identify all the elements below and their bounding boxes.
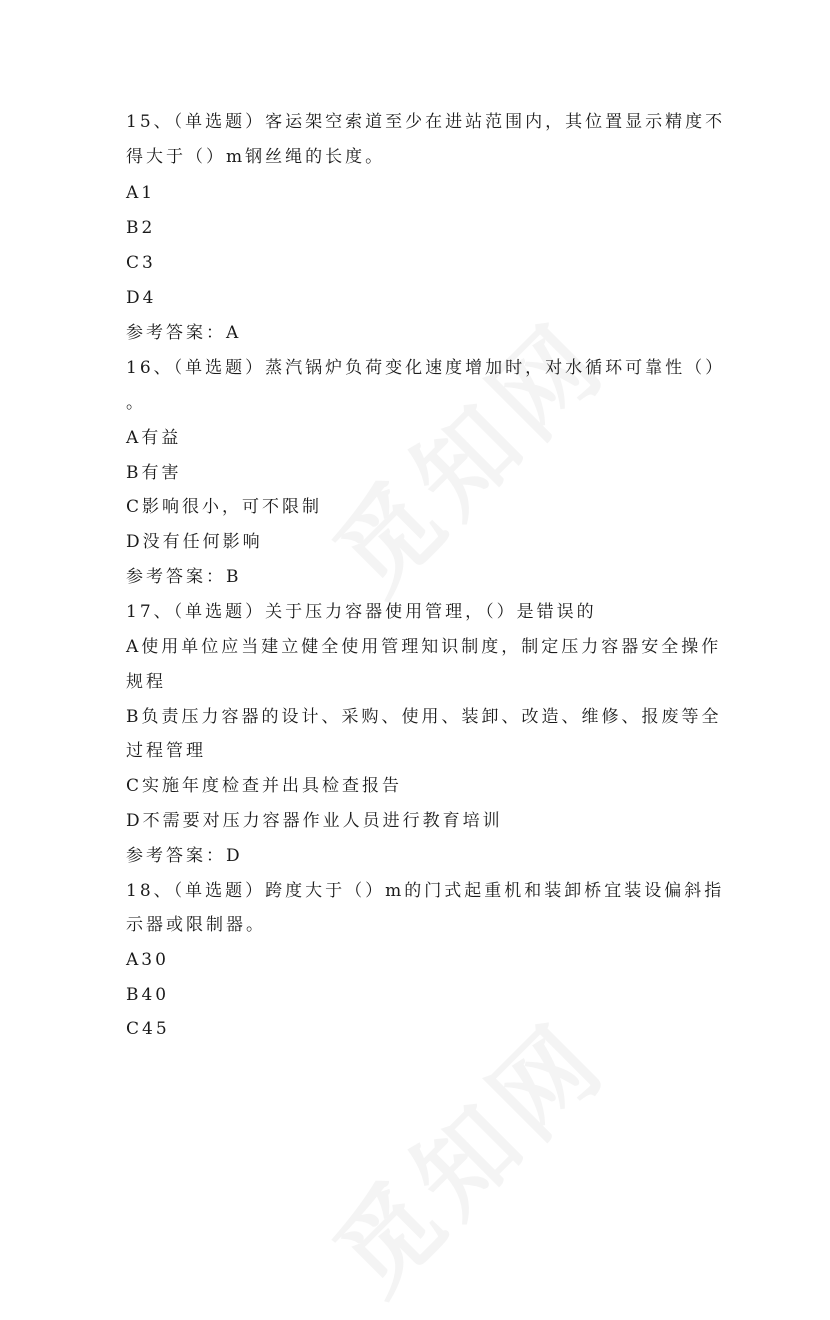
q15-answer: 参考答案：A xyxy=(126,323,242,343)
q15-option-c: C3 xyxy=(126,253,156,273)
q16-option-b: B有害 xyxy=(126,463,182,483)
q16-option-d: D没有任何影响 xyxy=(126,532,263,552)
q17-answer: 参考答案：D xyxy=(126,846,243,866)
q16-stem-line-1: 16、（单选题）蒸汽锅炉负荷变化速度增加时，对水循环可靠性（） xyxy=(126,358,726,378)
q17-option-a-line-1: A使用单位应当建立健全使用管理知识制度，制定压力容器安全操作 xyxy=(126,637,722,657)
q17-option-a-line-2: 规程 xyxy=(126,672,166,692)
q15-stem-line-2: 得大于（）m钢丝绳的长度。 xyxy=(126,147,386,167)
q17-option-b-line-1: B负责压力容器的设计、采购、使用、装卸、改造、维修、报废等全 xyxy=(126,707,722,727)
q16-option-a: A有益 xyxy=(126,428,182,448)
q16-stem-line-2: 。 xyxy=(126,393,146,413)
q15-option-d: D4 xyxy=(126,288,157,308)
q16-answer: 参考答案：B xyxy=(126,567,242,587)
q16-option-c: C影响很小，可不限制 xyxy=(126,497,323,517)
q17-option-c: C实施年度检查并出具检查报告 xyxy=(126,776,403,796)
q15-option-a: A1 xyxy=(126,183,156,203)
q17-option-b-line-2: 过程管理 xyxy=(126,741,206,761)
q18-stem-line-1: 18、（单选题）跨度大于（）m的门式起重机和装卸桥宜装设偏斜指 xyxy=(126,881,725,901)
q17-option-d: D不需要对压力容器作业人员进行教育培训 xyxy=(126,811,503,831)
q15-stem-line-1: 15、（单选题）客运架空索道至少在进站范围内，其位置显示精度不 xyxy=(126,112,726,132)
q15-option-b: B2 xyxy=(126,218,156,238)
q17-stem: 17、（单选题）关于压力容器使用管理，（）是错误的 xyxy=(126,602,597,622)
q18-option-b: B40 xyxy=(126,985,170,1005)
q18-option-c: C45 xyxy=(126,1019,170,1039)
q18-option-a: A30 xyxy=(126,950,169,970)
q18-stem-line-2: 示器或限制器。 xyxy=(126,915,266,935)
